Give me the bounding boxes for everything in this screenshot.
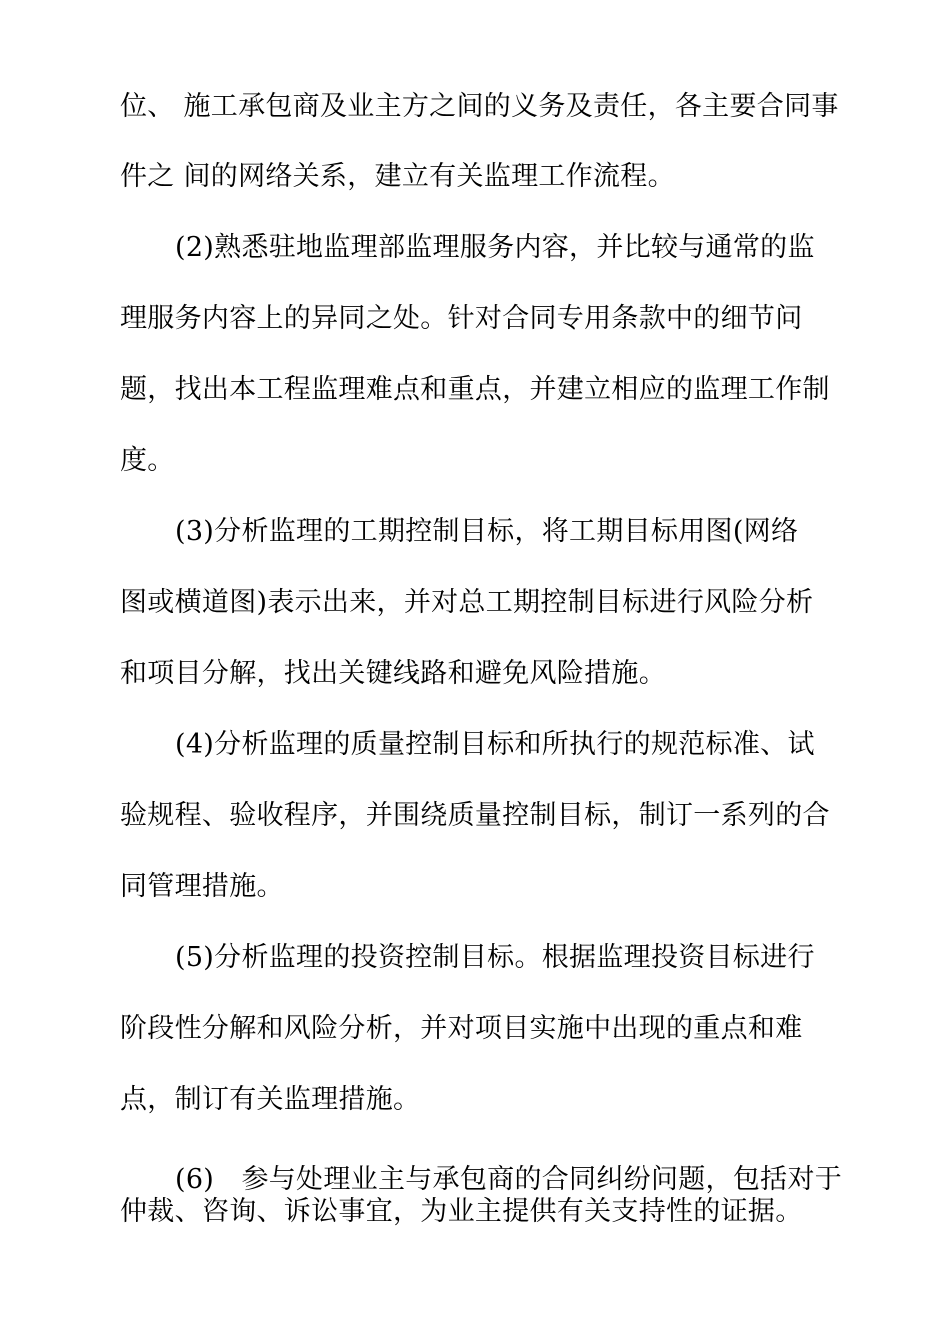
- paragraph-2-line-2: 理服务内容上的异同之处。针对合同专用条款中的细节问: [120, 303, 803, 334]
- text-line-2: 件之 间的网络关系，建立有关监理工作流程。: [120, 161, 675, 192]
- paragraph-6-line-2: 仲裁、咨询、诉讼事宜，为业主提供有关支持性的证据。: [120, 1196, 803, 1227]
- paragraph-2-line-3: 题，找出本工程监理难点和重点，并建立相应的监理工作制: [120, 374, 830, 405]
- paragraph-4-line-3: 同管理措施。: [120, 871, 284, 902]
- paragraph-5-line-1: (5)分析监理的投资控制目标。根据监理投资目标进行: [175, 942, 815, 973]
- paragraph-2-line-4: 度。: [120, 445, 175, 476]
- paragraph-5-line-2: 阶段性分解和风险分析，并对项目实施中出现的重点和难: [120, 1013, 803, 1044]
- paragraph-5-line-3: 点，制订有关监理措施。: [120, 1084, 421, 1115]
- paragraph-3-line-2: 图或横道图)表示出来，并对总工期控制目标进行风险分析: [120, 587, 814, 618]
- paragraph-4-line-1: (4)分析监理的质量控制目标和所执行的规范标准、试: [175, 729, 815, 760]
- paragraph-3-line-1: (3)分析监理的工期控制目标，将工期目标用图(网络: [175, 516, 799, 547]
- paragraph-3-line-3: 和项目分解，找出关键线路和避免风险措施。: [120, 658, 666, 689]
- text-line-1: 位、 施工承包商及业主方之间的义务及责任，各主要合同事: [120, 91, 839, 122]
- paragraph-2-line-1: (2)熟悉驻地监理部监理服务内容，并比较与通常的监: [175, 232, 815, 263]
- paragraph-4-line-2: 验规程、验收程序，并围绕质量控制目标，制订一系列的合: [120, 800, 830, 831]
- paragraph-6-line-1: (6) 参与处理业主与承包商的合同纠纷问题，包括对于: [175, 1164, 843, 1195]
